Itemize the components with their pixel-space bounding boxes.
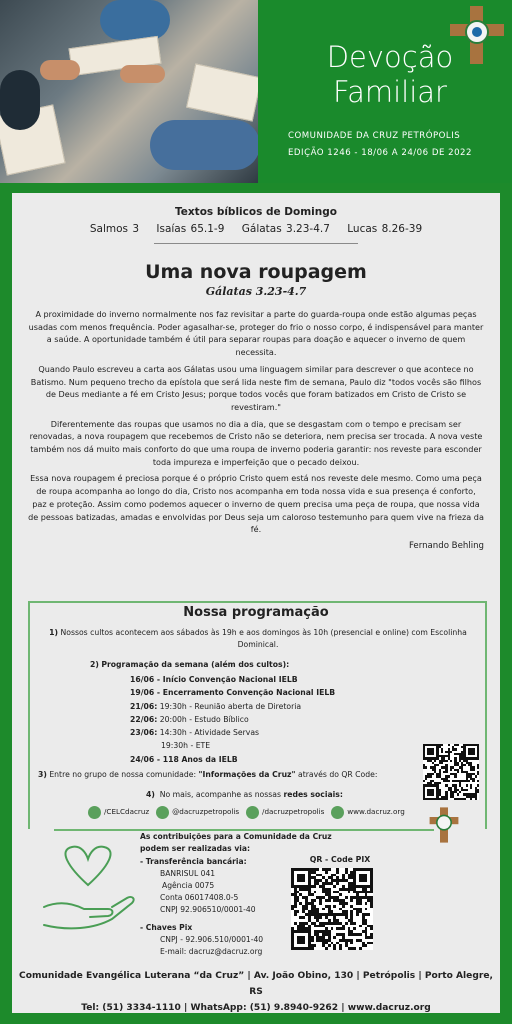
program-item-2 — [90, 659, 390, 671]
edition-info: EDIÇÃO 1246 - 18/06 A 24/06 DE 2022 — [288, 148, 472, 158]
schedule-text: 19:30h - ETE — [161, 741, 211, 751]
social-label: /dacruzpetropolis — [262, 807, 325, 816]
reading-item: Isaías 65.1-9 — [156, 223, 225, 235]
article-subtitle: Gálatas 3.23-4.7 — [205, 285, 307, 298]
item-number: 1) — [49, 628, 59, 637]
divider — [154, 243, 358, 244]
pix-line: E-mail: dacruz@dacruz.org — [160, 947, 263, 956]
pix-qr-code[interactable] — [291, 868, 373, 950]
schedule-text: 14:30h - Atividade Servas — [157, 728, 260, 738]
article-paragraph: Diferentemente das roupas que usamos no dia a dia, que se desgastam com o tempo e precisam ser renovadas, a nova roupagem que recebemos de Cristo não se deteriora, nem precisa ser trocada. A nova veste também nos dá muito mais conforto do que uma roupa de inverno poderia garantir: nos reveste para esconder toda impureza e imperfeição que o pecado deixou. — [29, 418, 483, 467]
social-label: www.dacruz.org — [347, 807, 405, 816]
social-links — [88, 805, 488, 819]
article-author: Fernando Behling — [408, 540, 484, 551]
pix-line: CNPJ - 92.906.510/0001-40 — [160, 935, 264, 944]
footer — [12, 968, 500, 1016]
pix-heading: - Chaves Pix — [140, 923, 193, 932]
globe-icon — [331, 806, 344, 819]
program-item-4 — [146, 789, 446, 801]
item-number: 2) — [90, 660, 99, 669]
schedule-item — [130, 753, 430, 766]
footer-contact: Tel: (51) 3334-1110 | WhatsApp: (51) 9.8940-9262 | www.dacruz.org — [81, 1003, 431, 1013]
header-photo — [0, 0, 258, 183]
bank-line: Agência 0075 — [162, 881, 215, 890]
reading-item: Lucas 8.26-39 — [347, 223, 423, 235]
program-item-text: Nossos cultos acontecem aos sábados às 19h e aos domingos às 10h (presencial e online) com Escolinha Dominical. — [60, 628, 467, 649]
social-link-youtube[interactable] — [246, 807, 324, 816]
schedule-list — [130, 673, 430, 766]
bank-line: BANRISUL 041 — [160, 869, 216, 878]
instagram-icon — [156, 806, 169, 819]
social-link-facebook[interactable] — [88, 807, 149, 816]
article-title: Uma nova roupagem — [145, 261, 367, 283]
bank-line: Conta 06017408.0-5 — [160, 893, 239, 902]
bank-line: CNPJ 92.906510/0001-40 — [160, 905, 256, 914]
schedule-text: 19:30h - Reunião aberta de Diretoria — [157, 701, 302, 711]
group-name: "Informações da Cruz" — [198, 770, 296, 779]
schedule-item — [130, 713, 430, 726]
community-name: COMUNIDADE DA CRUZ PETRÓPOLIS — [288, 131, 461, 141]
schedule-item — [130, 726, 430, 739]
schedule-date: 23/06: — [130, 728, 158, 738]
readings-heading: Textos bíblicos de Domingo — [175, 206, 337, 218]
social-label: @dacruzpetropolis — [172, 807, 240, 816]
schedule-text: 20:00h - Estudo Bíblico — [157, 714, 249, 724]
cross-logo — [430, 807, 459, 842]
schedule-date: 22/06: — [130, 714, 158, 724]
social-heading: redes sociais: — [283, 790, 343, 799]
program-item-3 — [38, 769, 438, 781]
heart-hand-icon — [38, 845, 138, 935]
facebook-icon — [88, 806, 101, 819]
social-link-website[interactable] — [331, 807, 405, 816]
footer-address: Comunidade Evangélica Luterana “da Cruz” | Av. João Obino, 130 | Petrópolis | Porto Alegre, RS — [19, 971, 493, 997]
readings-list — [12, 222, 500, 236]
item-number: 4) — [146, 790, 155, 799]
program-item-text: Programação da semana (além dos cultos): — [101, 660, 290, 669]
page-title — [300, 40, 480, 110]
program-item-1 — [38, 627, 478, 651]
donations-intro: podem ser realizadas via: — [140, 844, 251, 853]
schedule-date: 16/06 - Início Convenção Nacional IELB — [130, 675, 298, 684]
item-number: 3) — [38, 770, 47, 779]
article-paragraph: Essa nova roupagem é preciosa porque é o próprio Cristo quem está nos reveste dele mesmo. Como uma peça de roupa acompanha ao longo do dia, Cristo nos acompanha em toda nossa vida e sua presença é conforto, paz e proteção. Assim como podemos aquecer o inverno de quem precisa uma peça de roupa, que nossa vida de pessoas batizadas, amadas e envolvidas por Deus seja um caloroso testemunho para quem vive na frieza da fé. — [28, 473, 484, 535]
article-paragraph: A proximidade do inverno normalmente nos faz revisitar a parte do guarda-roupa onde estão algumas peças usadas com menos frequência. Poder agasalhar-se, proteger do frio o nosso corpo, é indispensável para manter a saúde. A oportunidade também é útil para separar roupas para doação e aquecer o inverno de quem necessita. — [28, 309, 484, 358]
social-label: /CELCdacruz — [104, 807, 150, 816]
schedule-date: 19/06 - Encerramento Convenção Nacional IELB — [130, 688, 336, 698]
program-item-text: Entre no grupo de nossa comunidade: — [49, 770, 199, 779]
schedule-date: 21/06: — [130, 701, 158, 711]
header — [0, 0, 512, 183]
title-line-1: Devoção — [326, 40, 454, 74]
program-item-text: através do QR Code: — [295, 770, 378, 779]
pix-qr-label: QR - Code PIX — [309, 855, 371, 864]
program-item-text: No mais, acompanhe as nossas — [159, 790, 284, 799]
program-heading: Nossa programação — [183, 605, 329, 620]
schedule-date: 24/06 - 118 Anos da IELB — [130, 754, 238, 764]
schedule-item — [130, 673, 430, 686]
schedule-item — [130, 700, 430, 713]
donations-intro: As contribuições para a Comunidade da Cruz — [140, 832, 332, 841]
title-line-2: Familiar — [333, 75, 447, 109]
reading-item: Salmos 3 — [89, 223, 140, 235]
social-link-instagram[interactable] — [156, 807, 239, 816]
bank-heading: - Transferência bancária: — [140, 857, 247, 866]
article-body — [28, 308, 484, 553]
reading-item: Gálatas 3.23-4.7 — [241, 223, 330, 235]
content-panel — [12, 193, 500, 1013]
schedule-item — [130, 686, 430, 699]
schedule-item — [130, 739, 430, 752]
youtube-icon — [246, 806, 259, 819]
article-paragraph: Quando Paulo escreveu a carta aos Gálatas usou uma linguagem similar para descrever o que acontece no Batismo. Num pequeno trecho da epístola que será lida neste fim de semana, Paulo diz "todos vocês são filhos de Deus mediante a fé em Cristo Jesus; porque todos vocês que foram batizados em Cristo de Cristo se revestiram." — [30, 363, 482, 412]
header-subtitle — [288, 128, 498, 162]
